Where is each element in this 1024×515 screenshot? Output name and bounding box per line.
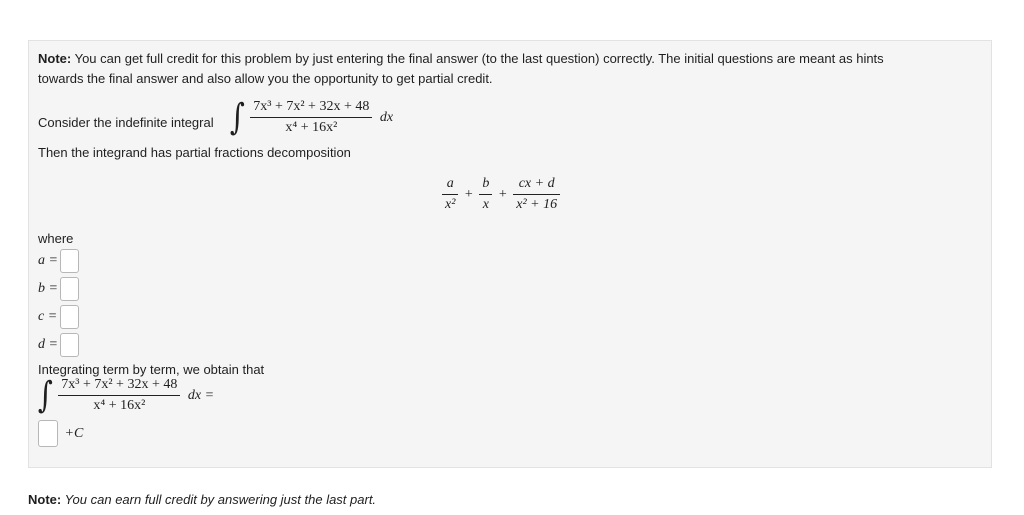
footer-note-text: You can earn full credit by answering just the last part.	[61, 492, 377, 507]
plus-sign: +	[498, 186, 507, 202]
partial-fraction-decomposition	[442, 176, 560, 213]
integrand-numerator: 7x³ + 7x² + 32x + 48	[58, 377, 180, 396]
note-label: Note:	[38, 51, 72, 66]
constant-of-integration: +C	[64, 425, 84, 441]
note-line-1	[38, 51, 884, 66]
note-line-2: towards the final answer and also allow you the opportunity to get partial credit.	[38, 71, 493, 86]
footer-note-label: Note:	[28, 492, 62, 507]
integrand-fraction	[250, 99, 372, 136]
final-integral-expression	[36, 374, 215, 416]
plus-sign: +	[464, 186, 473, 202]
term-a-denominator: x²	[445, 197, 456, 212]
variable-label: c =	[38, 309, 58, 324]
integrand-fraction	[58, 377, 180, 414]
term-cd-numerator: cx + d	[518, 176, 555, 191]
integral-sign: ∫	[37, 374, 53, 416]
term-b-numerator: b	[482, 176, 490, 191]
differential-equals: dx =	[187, 387, 215, 403]
term-a-numerator: a	[446, 176, 454, 191]
consider-text: Consider the indefinite integral	[38, 115, 214, 130]
integrand-denominator: x⁴ + 16x²	[93, 398, 146, 413]
answer-input-c[interactable]	[60, 305, 79, 329]
term-cd	[513, 176, 560, 213]
final-answer-input[interactable]	[38, 420, 58, 447]
term-b	[479, 176, 492, 213]
variable-label: a =	[38, 253, 58, 268]
answer-input-a[interactable]	[60, 249, 79, 273]
differential: dx	[379, 109, 394, 125]
where-text: where	[38, 231, 74, 246]
integral-expression	[228, 96, 394, 138]
variable-label: d =	[38, 337, 58, 352]
variable-row-a	[38, 249, 79, 273]
integrating-text: Integrating term by term, we obtain that	[38, 362, 265, 377]
term-a	[442, 176, 458, 213]
variable-row-b	[38, 277, 79, 301]
term-cd-denominator: x² + 16	[516, 197, 558, 212]
variable-row-c	[38, 305, 79, 329]
integral-sign: ∫	[229, 96, 245, 138]
then-text: Then the integrand has partial fractions decomposition	[38, 145, 351, 160]
integrand-denominator: x⁴ + 16x²	[285, 120, 338, 135]
variable-label: b =	[38, 281, 58, 296]
final-answer-row	[38, 420, 83, 447]
answer-input-b[interactable]	[60, 277, 79, 301]
variable-row-d	[38, 333, 79, 357]
footer-note	[28, 492, 376, 507]
term-b-denominator: x	[482, 197, 489, 212]
note-text-1: You can get full credit for this problem by just entering the final answer (to the last question) correctly. The initial questions are meant as hints	[71, 51, 884, 66]
answer-input-d[interactable]	[60, 333, 79, 357]
integrand-numerator: 7x³ + 7x² + 32x + 48	[250, 99, 372, 118]
